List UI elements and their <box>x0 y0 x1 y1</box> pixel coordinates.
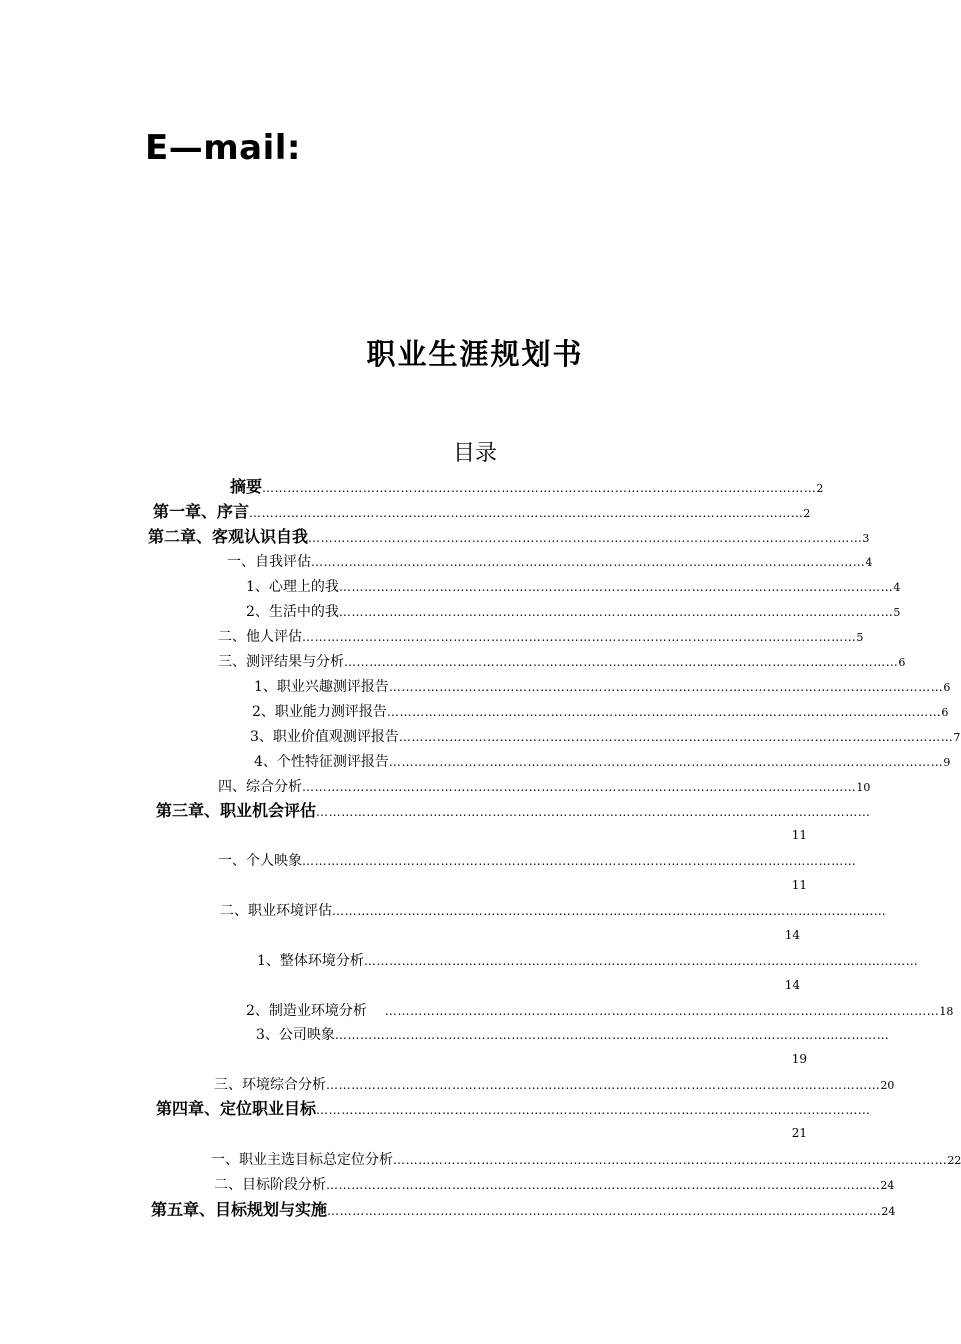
leader-dots: …………………………………………………………………………………………………………………… <box>262 481 817 495</box>
toc-entry-stage-analysis[interactable] <box>214 1175 895 1195</box>
toc-entry-label: 摘要 <box>230 477 263 496</box>
leader-dots: …………………………………………………………………………………………………………………… <box>302 780 857 794</box>
leader-dots: …………………………………………………………………………………………………………………… <box>344 655 899 669</box>
toc-entry-label: 三、测评结果与分析 <box>218 654 344 670</box>
toc-entry-label: 第三章、职业机会评估 <box>156 801 317 820</box>
toc-entry-label: 1、整体环境分析 <box>257 953 364 969</box>
toc-page-number: 9 <box>943 756 951 769</box>
leader-dots: …………………………………………………………………………………………………………………… <box>363 954 919 968</box>
toc-entry-environment-analysis[interactable] <box>214 1075 895 1095</box>
toc-entry-personality-report[interactable] <box>254 752 951 772</box>
leader-dots: …………………………………………………………………………………………………………………… <box>308 531 863 545</box>
toc-page-number: 18 <box>939 1005 954 1018</box>
toc-entry-chapter-4[interactable] <box>156 1099 871 1119</box>
leader-dots: …………………………………………………………………………………………………………………… <box>327 1204 882 1218</box>
toc-entry-ability-report[interactable] <box>252 702 949 722</box>
toc-page-number: 4 <box>893 581 901 594</box>
toc-entry-label: 一、个人映象 <box>218 853 302 869</box>
toc-page-number: 2 <box>803 507 811 520</box>
toc-entry-chapter-3[interactable] <box>156 801 871 821</box>
toc-entry-label: 2、制造业环境分析 <box>246 1003 367 1019</box>
toc-page-number: 20 <box>880 1079 895 1092</box>
toc-entry-chapter-2[interactable] <box>148 527 870 547</box>
toc-entry-personal-image[interactable] <box>218 851 857 871</box>
toc-page-number: 7 <box>953 731 961 744</box>
toc-entry-manufacturing-environment[interactable] <box>246 1001 954 1021</box>
toc-entry-chapter-1[interactable] <box>153 502 811 522</box>
toc-entry-label: 三、环境综合分析 <box>214 1077 326 1093</box>
toc-page-number: 6 <box>898 656 906 669</box>
leader-dots: …………………………………………………………………………………………………………………… <box>302 854 857 868</box>
toc-entry-label: 3、公司映象 <box>256 1027 335 1043</box>
leader-dots: …………………………………………………………………………………………………………………… <box>338 580 894 594</box>
leader-dots: …………………………………………………………………………………………………………………… <box>398 730 954 744</box>
leader-dots: …………………………………………………………………………………………………………………… <box>388 680 944 694</box>
toc-page-number: 6 <box>943 681 951 694</box>
toc-entry-company-image[interactable] <box>256 1025 890 1045</box>
leader-dots: …………………………………………………………………………………………………………………… <box>326 1078 881 1092</box>
email-label: E—mail: <box>145 128 302 168</box>
toc-page-number: 22 <box>947 1154 961 1167</box>
toc-entry-overall-environment[interactable] <box>257 951 919 971</box>
toc-page-number: 24 <box>880 1179 895 1192</box>
leader-dots: …………………………………………………………………………………………………………………… <box>388 755 944 769</box>
toc-entry-self-assessment[interactable] <box>227 552 873 572</box>
leader-dots: …………………………………………………………………………………………………………………… <box>384 1004 940 1018</box>
toc-page-number: 3 <box>862 532 870 545</box>
leader-dots: …………………………………………………………………………………………………………………… <box>338 605 894 619</box>
toc-page-number: 11 <box>791 878 807 892</box>
toc-entry-label: 2、生活中的我 <box>246 604 339 620</box>
toc-entry-test-results[interactable] <box>218 652 906 672</box>
toc-entry-label: 第五章、目标规划与实施 <box>151 1200 328 1219</box>
toc-entry-main-goal-analysis[interactable] <box>211 1150 961 1170</box>
toc-entry-others-assessment[interactable] <box>218 627 864 647</box>
toc-page-number: 4 <box>865 556 873 569</box>
toc-entry-label: 第二章、客观认识自我 <box>148 527 309 546</box>
toc-page-number: 14 <box>784 928 800 942</box>
leader-dots: …………………………………………………………………………………………………………………… <box>311 555 866 569</box>
toc-entry-life-self[interactable] <box>246 602 901 622</box>
leader-dots: …………………………………………………………………………………………………………………… <box>386 705 942 719</box>
toc-page-number: 14 <box>784 978 800 992</box>
leader-dots: …………………………………………………………………………………………………………………… <box>302 630 857 644</box>
toc-entry-label: 二、职业环境评估 <box>220 903 332 919</box>
toc-entry-label: 四、综合分析 <box>218 779 302 795</box>
toc-entry-label: 二、目标阶段分析 <box>214 1177 326 1193</box>
document-title: 职业生涯规划书 <box>366 337 584 371</box>
toc-entry-label: 4、个性特征测评报告 <box>254 754 389 770</box>
toc-entry-interest-report[interactable] <box>254 677 951 697</box>
toc-page-number: 24 <box>881 1205 896 1218</box>
toc-page-number: 2 <box>816 482 824 495</box>
toc-page-number: 11 <box>791 828 807 842</box>
leader-dots: …………………………………………………………………………………………………………………… <box>393 1153 948 1167</box>
toc-entry-label: 1、职业兴趣测评报告 <box>254 679 389 695</box>
toc-entry-label: 二、他人评估 <box>218 629 302 645</box>
leader-dots: …………………………………………………………………………………………………………………… <box>332 904 887 918</box>
toc-entry-label: 第四章、定位职业目标 <box>156 1099 317 1118</box>
toc-heading: 目录 <box>452 441 497 466</box>
leader-dots: …………………………………………………………………………………………………………………… <box>249 506 804 520</box>
toc-entry-label: 2、职业能力测评报告 <box>252 704 387 720</box>
toc-page-number: 5 <box>856 631 864 644</box>
leader-dots: …………………………………………………………………………………………………………………… <box>326 1178 881 1192</box>
toc-page-number: 5 <box>893 606 901 619</box>
toc-page-number: 19 <box>791 1052 807 1066</box>
toc-page-number: 10 <box>856 781 871 794</box>
toc-page-number: 6 <box>941 706 949 719</box>
toc-entry-abstract[interactable] <box>230 477 824 497</box>
toc-entry-career-environment[interactable] <box>220 901 887 921</box>
leader-dots: …………………………………………………………………………………………………………………… <box>316 805 871 819</box>
toc-entry-comprehensive-analysis[interactable] <box>218 777 871 797</box>
toc-entry-values-report[interactable] <box>250 727 961 747</box>
leader-dots: …………………………………………………………………………………………………………………… <box>334 1028 890 1042</box>
toc-entry-label: 1、心理上的我 <box>246 579 339 595</box>
toc-entry-chapter-5[interactable] <box>151 1200 896 1220</box>
leader-dots: …………………………………………………………………………………………………………………… <box>316 1103 871 1117</box>
toc-entry-label: 一、职业主选目标总定位分析 <box>211 1152 393 1168</box>
toc-page-number: 21 <box>791 1126 807 1140</box>
toc-entry-label: 一、自我评估 <box>227 554 311 570</box>
toc-entry-label: 3、职业价值观测评报告 <box>250 729 399 745</box>
toc-entry-psychological-self[interactable] <box>246 577 901 597</box>
toc-entry-label: 第一章、序言 <box>153 502 250 521</box>
